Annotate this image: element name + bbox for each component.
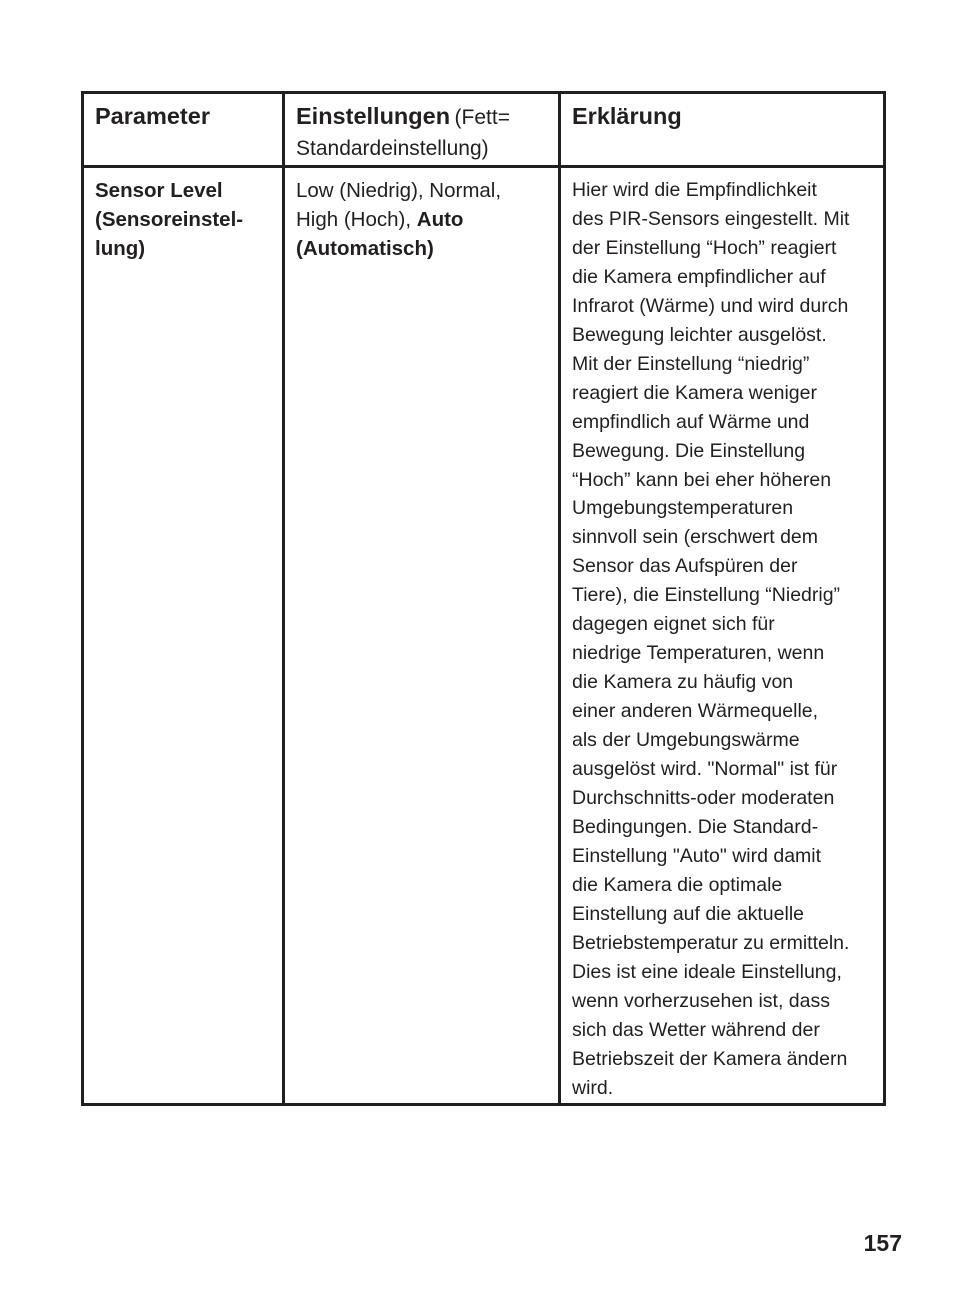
explanation-text: Hier wird die Empfindlichkeit des PIR-Sensors eingestellt. Mit der Einstellung “Hoch” reagiert die Kamera empfindlicher auf Infrarot (Wärme) und wird durch Bewegung leichter ausgelöst. Mit der Einstellung “niedrig” reagiert die Kamera weniger empfindlich auf Wärme und Bewegung. Die Einstellung “Hoch” kann bei eher höheren Umgebungstemperaturen sinnvoll sein (erschwert dem Sensor das Aufspüren der Tiere), die Einstellung “Niedrig” dagegen eignet sich für niedrige Temperaturen, wenn die Kamera zu häufig von einer anderen Wärmequelle, als der Umgebungswärme ausgelöst wird. "Normal" ist für Durchschnitts-oder moderaten Bedingungen. Die Standard- Einstellung "Auto" wird damit die Kamera die optimale Einstellung auf die aktuelle Betriebstemperatur zu ermitteln. Dies ist eine ideale Einstellung, wenn vorherzusehen ist, dass sich das Wetter während der Betriebszeit der Kamera ändern wird. xyxy=(572,179,850,1099)
parameter-table xyxy=(81,91,886,1106)
header-settings-note-line2: Standardeinstellung) xyxy=(296,137,489,160)
cell-explanation xyxy=(560,167,885,1105)
header-parameter: Parameter xyxy=(83,93,284,167)
default-setting: Auto xyxy=(416,208,464,231)
table-header-row xyxy=(83,93,885,167)
cell-settings xyxy=(284,167,560,1105)
default-setting-suffix: (Automatisch) xyxy=(296,237,434,260)
cell-parameter xyxy=(83,167,284,1105)
header-settings-note: (Fett= xyxy=(454,106,510,129)
header-explanation: Erklärung xyxy=(560,93,885,167)
table-row xyxy=(83,167,885,1105)
parameter-name: Sensor Level (Sensoreinstel- lung) xyxy=(95,179,244,260)
settings-options: Low (Niedrig), Normal, High (Hoch), Auto (Automatisch) xyxy=(296,179,502,260)
header-settings: Einstellungen (Fett= Standardeinstellung) xyxy=(284,93,560,167)
page-number: 157 xyxy=(863,1230,902,1256)
